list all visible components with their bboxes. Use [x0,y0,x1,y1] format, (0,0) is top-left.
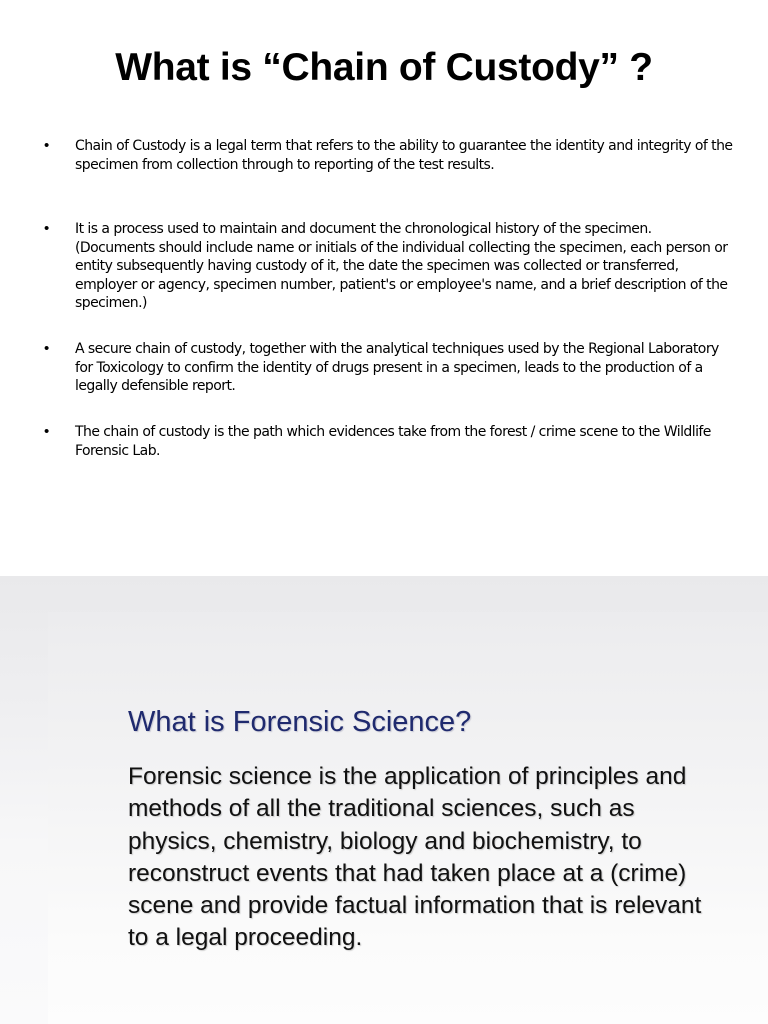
bullet-dot-icon: • [44,220,50,237]
bullet-text: Chain of Custody is a legal term that refers to the ability to guarantee the identity and integrity of the specimen from collection through to reporting of the test results. [75,138,733,173]
slide-forensic-science [0,576,768,1024]
slide-title: What is Forensic Science? [128,706,472,738]
bullet-dot-icon: • [44,137,50,154]
bullet-dot-icon: • [44,423,50,440]
bullet-text: The chain of custody is the path which evidences take from the forest / crime scene to the Wildlife Forensic Lab. [75,424,711,459]
slide-body-text: Forensic science is the application of principles and methods of all the traditional sciences, such as physics, chemistry, biology and biochemistry, to reconstruct events that had taken place at a (crime) scene and provide factual information that is relevant to a legal proceeding. [128,763,702,952]
bullet-dot-icon: • [44,340,50,357]
slide-title: What is “Chain of Custody” ? [115,46,653,89]
bullet-text: A secure chain of custody, together with the analytical techniques used by the Regional Laboratory for Toxicology to confirm the identity of drugs present in a specimen, leads to the production of a legally defensible report. [75,341,719,394]
bullet-text: It is a process used to maintain and document the chronological history of the specimen. (Documents should include name or initials of the individual collecting the specimen, each person or entity subsequently having custody of it, the date the specimen was collected or transferred, employer or agency, specimen number, patient's or employee's name, and a brief description of the specimen.) [75,221,728,311]
